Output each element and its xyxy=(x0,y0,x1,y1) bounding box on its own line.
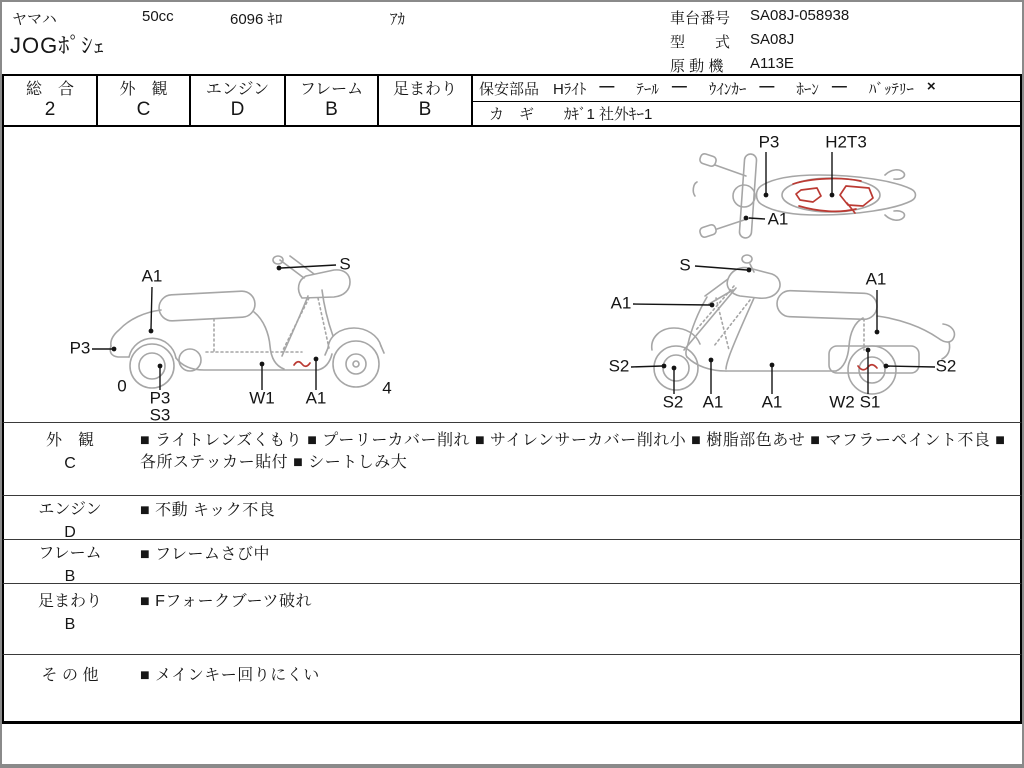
mileage: 6096 ｷﾛ xyxy=(230,11,283,28)
key-value: ｶｷﾞ1 社外ｷｰ1 xyxy=(564,106,653,123)
damage-label-a1-rear-right: A1 xyxy=(865,269,887,289)
safety-parts-label: 保安部品 xyxy=(479,81,540,98)
scooter-right-view-lineart xyxy=(652,255,955,394)
condition-comments: ■ メインキー回りにくい xyxy=(140,667,320,684)
grade-overall xyxy=(2,76,96,125)
grade-table xyxy=(2,74,1022,127)
grade-exterior-value: C xyxy=(136,99,151,120)
condition-label: エンジン xyxy=(38,501,102,518)
left-view-labels xyxy=(70,254,392,424)
tread-depth-rear: 0 xyxy=(117,376,127,396)
safety-item-horn: ﾎｰﾝ — xyxy=(796,78,847,98)
scooter-top-view xyxy=(689,134,939,249)
damage-label-w2-rear: W2 xyxy=(829,392,855,412)
condition-row-other xyxy=(2,654,1022,721)
condition-label: 外 観 xyxy=(45,432,94,449)
engine-code-value: A113E xyxy=(750,55,794,72)
damage-label-p3-tail: P3 xyxy=(69,338,91,358)
headlight-status: — xyxy=(599,78,615,95)
grade-undercarriage xyxy=(377,76,471,125)
condition-comments: ■ 不動 キック不良 xyxy=(140,502,276,519)
displacement: 50cc xyxy=(142,8,174,25)
condition-comments: ■ ライトレンズくもり ■ プーリーカバー削れ ■ サイレンサーカバー削れ小 ■ 樹脂部色あせ ■ マフラーペイント不良 ■ 各所ステッカー貼付 ■ シートしみ大 xyxy=(140,432,1006,471)
chassis-number-row xyxy=(670,7,849,28)
damage-label-s2-front-wheel-bottom: S2 xyxy=(662,392,684,412)
condition-row-exterior xyxy=(2,423,1022,495)
condition-grade: B xyxy=(64,568,76,585)
model-code-label: 型 式 xyxy=(670,34,731,51)
model-code-value: SA08J xyxy=(750,31,795,48)
condition-row-undercarriage xyxy=(2,583,1022,654)
damage-label-a1-top-view: A1 xyxy=(767,209,789,229)
safety-item-tail: ﾃｰﾙ — xyxy=(636,78,687,98)
condition-row-frame-head xyxy=(4,540,136,583)
grade-overall-value: 2 xyxy=(44,99,56,120)
engine-code-label: 原 動 機 xyxy=(670,58,724,75)
damage-label-a1-front-lower: A1 xyxy=(305,388,327,408)
safety-parts-row xyxy=(473,76,1020,102)
model-code-row xyxy=(670,31,794,52)
key-row xyxy=(473,102,1020,125)
safety-item-battery: ﾊﾞｯﾃﾘｰ × xyxy=(868,78,936,98)
grade-engine-value: D xyxy=(230,99,245,120)
damage-label-s3-rear-wheel: S3 xyxy=(149,405,171,425)
condition-row-frame xyxy=(2,539,1022,583)
condition-row-engine-head xyxy=(4,496,136,539)
horn-status: — xyxy=(831,78,847,95)
grade-exterior xyxy=(96,76,189,125)
damage-label-h2t3: H2T3 xyxy=(825,134,867,152)
model-name: JOGﾎﾟｼｪ xyxy=(10,33,106,58)
damage-label-s-mirror: S xyxy=(339,254,351,274)
condition-row-engine xyxy=(2,495,1022,539)
empty-footer-row xyxy=(2,724,1022,767)
condition-grade: B xyxy=(64,616,76,633)
tread-depth-front: 4 xyxy=(382,378,392,398)
damage-label-a1-legshield: A1 xyxy=(610,293,632,313)
damage-label-p3-top: P3 xyxy=(758,134,780,152)
condition-row-exterior-head xyxy=(4,423,136,495)
damage-label-s2-rear-wheel-right: S2 xyxy=(935,356,957,376)
grade-exterior-label: 外 観 xyxy=(119,81,168,98)
grade-overall-label: 総 合 xyxy=(25,81,74,98)
damage-label-a1-rear: A1 xyxy=(141,266,163,286)
damage-label-a1-floor-front: A1 xyxy=(702,392,724,412)
condition-label: そ の 他 xyxy=(41,667,99,684)
safety-item-winker: ｳｲﾝｶｰ — xyxy=(708,78,775,98)
color-code: ｱｶ xyxy=(390,11,406,28)
condition-comments: ■ Fフォークブーツ破れ xyxy=(140,593,312,610)
condition-row-undercarriage-head xyxy=(4,584,136,654)
grade-engine xyxy=(189,76,284,125)
damage-label-s1-rear: S1 xyxy=(859,392,881,412)
damage-label-s2-front-wheel-left: S2 xyxy=(608,356,630,376)
scooter-right-view xyxy=(604,246,1014,426)
chassis-number-label: 車台番号 xyxy=(670,10,731,27)
condition-grade: C xyxy=(64,455,76,472)
maker-name: ヤマハ xyxy=(12,11,57,28)
condition-label: フレーム xyxy=(38,545,102,562)
grade-undercarriage-label: 足まわり xyxy=(392,81,457,98)
chassis-number-value: SA08J-058938 xyxy=(750,7,850,24)
scooter-left-view xyxy=(66,246,406,426)
grade-undercarriage-value: B xyxy=(418,99,432,120)
safety-item-headlight: Hﾗｲﾄ — xyxy=(553,78,615,98)
winker-status: — xyxy=(759,78,775,95)
grade-frame-value: B xyxy=(325,99,338,120)
grade-frame xyxy=(284,76,377,125)
condition-row-other-head xyxy=(4,655,136,721)
grade-frame-label: フレーム xyxy=(299,81,364,98)
grade-engine-label: エンジン xyxy=(205,81,270,98)
damage-label-w1-floor: W1 xyxy=(249,388,275,408)
right-view-labels xyxy=(609,255,957,411)
condition-comments: ■ フレームさび中 xyxy=(140,546,270,563)
scooter-top-view-lineart xyxy=(693,153,915,239)
key-label: カ ギ xyxy=(489,106,535,123)
engine-code-row xyxy=(670,55,794,76)
condition-table xyxy=(2,423,1022,767)
damage-label-a1-floor-mid: A1 xyxy=(761,392,783,412)
damage-label-s-mirror-right: S xyxy=(679,255,691,275)
safety-parts-box xyxy=(471,76,1022,125)
floor-damage-mark-red xyxy=(294,362,310,367)
damage-label-p3-rear-wheel: P3 xyxy=(149,388,171,408)
condition-grade: D xyxy=(64,524,76,541)
battery-status: × xyxy=(926,78,936,95)
condition-label: 足まわり xyxy=(37,593,102,610)
tail-status: — xyxy=(671,78,687,95)
damage-diagram-area xyxy=(2,127,1022,423)
